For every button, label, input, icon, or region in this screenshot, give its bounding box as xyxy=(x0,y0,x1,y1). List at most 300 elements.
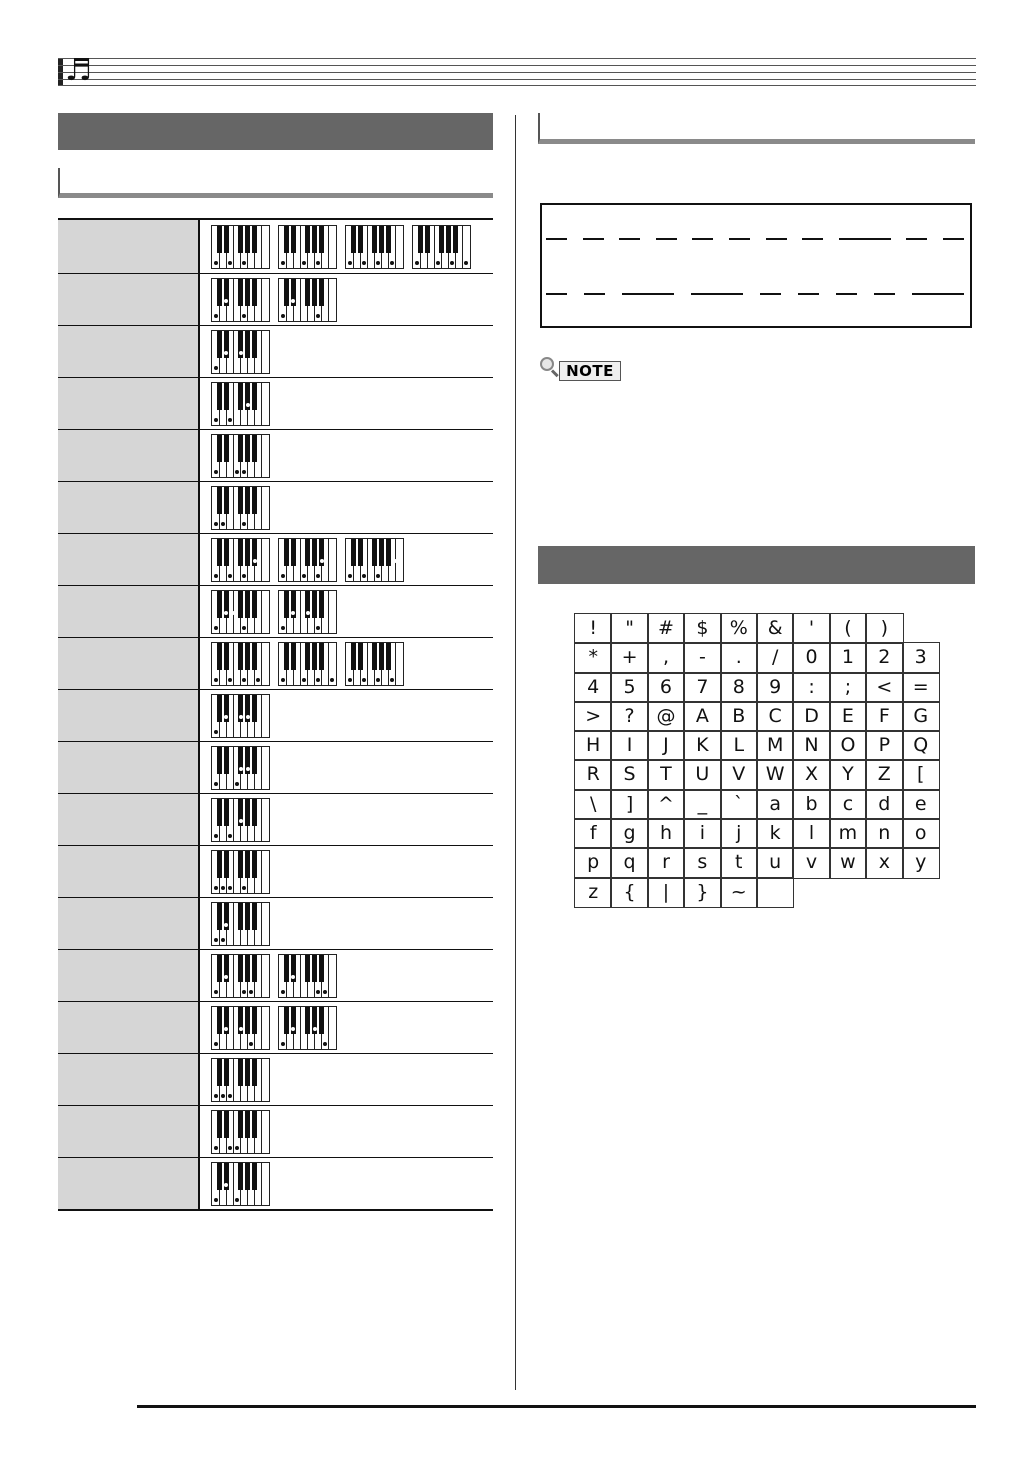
char-table-row xyxy=(575,848,939,877)
key-press-dot xyxy=(214,522,218,526)
black-key xyxy=(284,1007,289,1034)
key-press-dot xyxy=(362,678,366,682)
key-press-dot xyxy=(316,314,320,318)
char-cell: T xyxy=(648,760,684,789)
keyboard-diagram-icon xyxy=(211,538,270,582)
black-key xyxy=(245,539,250,566)
black-key xyxy=(238,226,243,253)
name-char-slot xyxy=(656,238,677,240)
chord-name-cell xyxy=(58,220,200,273)
chord-diagrams xyxy=(200,378,270,429)
black-key xyxy=(453,226,458,253)
name-char-slot xyxy=(874,293,895,295)
black-key xyxy=(217,747,222,774)
chord-diagrams xyxy=(200,1002,337,1053)
char-cell: H xyxy=(575,731,611,760)
char-cell: 9 xyxy=(757,673,793,702)
key-press-dot xyxy=(376,574,380,578)
black-key xyxy=(245,799,250,826)
black-key xyxy=(224,1111,229,1138)
chord-name-cell xyxy=(58,534,200,585)
black-key xyxy=(284,226,289,253)
black-key xyxy=(312,279,317,306)
white-key-divider xyxy=(261,487,262,529)
key-press-dot xyxy=(390,678,394,682)
char-cell: 2 xyxy=(866,643,902,672)
black-key xyxy=(305,226,310,253)
black-key xyxy=(252,643,257,670)
chord-diagrams xyxy=(200,534,404,585)
black-key xyxy=(217,1163,222,1190)
keyboard-diagram-icon xyxy=(345,642,404,686)
left-section-bar xyxy=(58,113,493,150)
char-cell: ( xyxy=(830,614,866,643)
black-key xyxy=(305,955,310,982)
chord-row xyxy=(58,949,493,1001)
black-key xyxy=(252,1007,257,1034)
chord-diagrams xyxy=(200,586,337,637)
white-key-divider xyxy=(233,226,234,268)
black-key xyxy=(291,643,296,670)
black-key xyxy=(245,643,250,670)
black-key xyxy=(284,955,289,982)
chord-name-cell xyxy=(58,586,200,637)
chord-diagrams xyxy=(200,1106,270,1157)
char-cell: w xyxy=(830,848,866,877)
chord-name-cell xyxy=(58,1106,200,1157)
black-key xyxy=(217,591,222,618)
char-cell: a xyxy=(757,790,793,819)
char-cell: \ xyxy=(575,790,611,819)
black-key xyxy=(305,539,310,566)
keyboard-diagram-icon xyxy=(278,642,337,686)
black-key xyxy=(379,226,384,253)
black-key xyxy=(358,539,363,566)
char-cell: 3 xyxy=(903,643,939,672)
white-key-divider xyxy=(300,591,301,633)
char-cell: * xyxy=(575,643,611,672)
chord-row xyxy=(58,741,493,793)
key-press-dot xyxy=(228,886,232,890)
white-key-divider xyxy=(300,643,301,685)
white-key-divider xyxy=(261,383,262,425)
black-key xyxy=(238,851,243,878)
char-cell: 5 xyxy=(611,673,647,702)
black-key xyxy=(319,279,324,306)
key-press-dot xyxy=(214,626,218,630)
key-press-dot xyxy=(242,522,246,526)
black-key xyxy=(224,799,229,826)
white-key-divider xyxy=(261,1059,262,1101)
key-press-dot xyxy=(246,403,250,407)
black-key xyxy=(224,747,229,774)
keyboard-diagram-icon xyxy=(211,850,270,894)
black-key xyxy=(252,903,257,930)
char-cell: Y xyxy=(830,760,866,789)
key-press-dot xyxy=(228,574,232,578)
black-key xyxy=(284,279,289,306)
keyboard-diagram-icon xyxy=(278,590,337,634)
chord-row xyxy=(58,533,493,585)
key-press-dot xyxy=(214,470,218,474)
name-char-slot xyxy=(798,293,819,295)
key-press-dot xyxy=(348,261,352,265)
chord-row xyxy=(58,273,493,325)
char-cell: G xyxy=(903,702,939,731)
white-key-divider xyxy=(233,1163,234,1205)
key-press-dot xyxy=(348,574,352,578)
char-cell: i xyxy=(684,819,720,848)
key-press-dot xyxy=(291,975,295,979)
char-cell: X xyxy=(793,760,829,789)
black-key xyxy=(358,643,363,670)
key-press-dot xyxy=(224,611,228,615)
char-cell: S xyxy=(611,760,647,789)
white-key-divider xyxy=(328,643,329,685)
black-key xyxy=(425,226,430,253)
key-press-dot xyxy=(214,1094,218,1098)
black-key xyxy=(351,226,356,253)
magnifier-handle xyxy=(551,369,559,377)
char-cell: K xyxy=(684,731,720,760)
char-cell: u xyxy=(757,848,793,877)
black-key xyxy=(217,226,222,253)
white-key-divider xyxy=(300,955,301,997)
char-cell: b xyxy=(793,790,829,819)
black-key xyxy=(217,799,222,826)
left-subsection-header xyxy=(58,168,493,198)
char-cell: ; xyxy=(830,673,866,702)
char-cell: c xyxy=(830,790,866,819)
staff-line xyxy=(58,79,976,80)
black-key xyxy=(305,279,310,306)
name-char-slot xyxy=(760,293,781,295)
key-press-dot xyxy=(323,1042,327,1046)
name-char-slot xyxy=(622,293,674,295)
char-table-row xyxy=(575,673,939,702)
key-press-dot xyxy=(242,314,246,318)
black-key xyxy=(245,435,250,462)
black-key xyxy=(319,955,324,982)
white-key-divider xyxy=(233,903,234,945)
char-cell: A xyxy=(684,702,720,731)
black-key xyxy=(238,383,243,410)
white-key-divider xyxy=(261,747,262,789)
char-cell: F xyxy=(866,702,902,731)
char-cell: ! xyxy=(575,614,611,643)
black-key xyxy=(372,539,377,566)
char-cell: l xyxy=(793,819,829,848)
black-key xyxy=(217,1111,222,1138)
key-press-dot xyxy=(228,678,232,682)
black-key xyxy=(351,539,356,566)
char-cell: z xyxy=(575,878,611,907)
key-press-dot xyxy=(291,299,295,303)
chord-diagrams xyxy=(200,430,270,481)
char-cell: j xyxy=(721,819,757,848)
char-cell: ~ xyxy=(721,878,757,907)
char-cell: ` xyxy=(721,790,757,819)
char-cell: 7 xyxy=(684,673,720,702)
name-char-slot xyxy=(766,238,787,240)
keyboard-diagram-icon xyxy=(278,225,337,269)
key-press-dot xyxy=(214,314,218,318)
black-key xyxy=(252,1059,257,1086)
char-cell: s xyxy=(684,848,720,877)
staff-line xyxy=(58,72,976,73)
chord-row xyxy=(58,1105,493,1157)
white-key-divider xyxy=(261,903,262,945)
chord-diagrams xyxy=(200,794,270,845)
black-key xyxy=(224,1059,229,1086)
key-press-dot xyxy=(214,782,218,786)
black-key xyxy=(312,591,317,618)
char-cell: d xyxy=(866,790,902,819)
chord-row xyxy=(58,1001,493,1053)
char-cell: # xyxy=(648,614,684,643)
black-key xyxy=(291,539,296,566)
white-key-divider xyxy=(328,539,329,581)
key-press-dot xyxy=(214,366,218,370)
name-char-slot xyxy=(619,238,640,240)
key-press-dot xyxy=(281,574,285,578)
black-key xyxy=(245,955,250,982)
black-key xyxy=(284,591,289,618)
name-char-slot xyxy=(836,293,857,295)
chord-name-cell xyxy=(58,274,200,325)
char-cell: . xyxy=(721,643,757,672)
white-key-divider xyxy=(328,955,329,997)
keyboard-diagram-icon xyxy=(211,1058,270,1102)
key-press-dot xyxy=(221,1094,225,1098)
char-cell: { xyxy=(611,878,647,907)
black-key xyxy=(252,331,257,358)
char-cell: p xyxy=(575,848,611,877)
key-press-dot xyxy=(214,938,218,942)
char-section-bar xyxy=(538,546,975,584)
black-key xyxy=(217,955,222,982)
char-cell: = xyxy=(903,673,939,702)
chord-row xyxy=(58,637,493,689)
black-key xyxy=(224,226,229,253)
black-key xyxy=(284,643,289,670)
black-key xyxy=(252,747,257,774)
black-key xyxy=(245,1059,250,1086)
key-press-dot xyxy=(242,886,246,890)
key-press-dot xyxy=(224,1183,228,1187)
black-key xyxy=(319,226,324,253)
key-press-dot xyxy=(376,678,380,682)
char-cell: ) xyxy=(866,614,902,643)
white-key-divider xyxy=(233,747,234,789)
char-cell: n xyxy=(866,819,902,848)
black-key xyxy=(372,643,377,670)
char-table-row xyxy=(575,731,939,760)
black-key xyxy=(217,539,222,566)
key-press-dot xyxy=(348,678,352,682)
char-cell: ^ xyxy=(648,790,684,819)
black-key xyxy=(312,226,317,253)
char-cell: O xyxy=(830,731,866,760)
black-key xyxy=(252,226,257,253)
chord-name-cell xyxy=(58,794,200,845)
black-key xyxy=(238,955,243,982)
white-key-divider xyxy=(233,799,234,841)
name-char-slot xyxy=(802,238,823,240)
name-char-slot xyxy=(692,238,713,240)
key-press-dot xyxy=(256,678,260,682)
white-key-divider xyxy=(462,226,463,268)
black-key xyxy=(217,851,222,878)
black-key xyxy=(252,435,257,462)
column-divider xyxy=(515,115,516,1390)
keyboard-diagram-icon xyxy=(211,746,270,790)
black-key xyxy=(312,643,317,670)
black-key xyxy=(245,851,250,878)
char-cell: - xyxy=(684,643,720,672)
white-key-divider xyxy=(261,1163,262,1205)
white-key-divider xyxy=(328,591,329,633)
white-key-divider xyxy=(233,955,234,997)
char-cell: Q xyxy=(903,731,939,760)
black-key xyxy=(319,591,324,618)
black-key xyxy=(305,1007,310,1034)
black-key xyxy=(217,695,222,722)
black-key xyxy=(372,226,377,253)
key-press-dot xyxy=(239,819,243,823)
white-key-divider xyxy=(233,1111,234,1153)
white-key-divider xyxy=(367,226,368,268)
chord-name-cell xyxy=(58,742,200,793)
name-entry-box xyxy=(540,203,972,328)
key-press-dot xyxy=(362,261,366,265)
char-cell: B xyxy=(721,702,757,731)
char-cell: V xyxy=(721,760,757,789)
key-press-dot xyxy=(228,1094,232,1098)
black-key xyxy=(252,279,257,306)
chord-name-cell xyxy=(58,1054,200,1105)
key-press-dot xyxy=(302,574,306,578)
keyboard-diagram-icon xyxy=(345,538,404,582)
black-key xyxy=(217,1007,222,1034)
char-cell: 8 xyxy=(721,673,757,702)
black-key xyxy=(245,279,250,306)
chord-row xyxy=(58,845,493,897)
white-key-divider xyxy=(261,435,262,477)
key-press-dot xyxy=(228,834,232,838)
keyboard-diagram-icon xyxy=(211,1006,270,1050)
chord-diagrams xyxy=(200,690,270,741)
black-key xyxy=(252,1111,257,1138)
key-press-dot xyxy=(464,261,468,265)
keyboard-diagram-icon xyxy=(278,954,337,998)
chord-row xyxy=(58,325,493,377)
black-key xyxy=(305,643,310,670)
white-key-divider xyxy=(300,1007,301,1049)
name-char-slot xyxy=(729,238,750,240)
key-press-dot xyxy=(316,261,320,265)
black-key xyxy=(312,955,317,982)
char-cell xyxy=(793,878,829,907)
key-press-dot xyxy=(214,1198,218,1202)
char-cell: L xyxy=(721,731,757,760)
black-key xyxy=(252,851,257,878)
black-key xyxy=(224,487,229,514)
key-press-dot xyxy=(306,611,310,615)
char-cell: ] xyxy=(611,790,647,819)
char-cell: > xyxy=(575,702,611,731)
chord-name-cell xyxy=(58,898,200,949)
white-key-divider xyxy=(261,851,262,893)
key-press-dot xyxy=(246,715,250,719)
char-cell: R xyxy=(575,760,611,789)
chord-row xyxy=(58,897,493,949)
chord-diagrams xyxy=(200,742,270,793)
key-press-dot xyxy=(281,314,285,318)
white-key-divider xyxy=(328,226,329,268)
name-char-slot xyxy=(546,293,567,295)
key-press-dot xyxy=(224,1027,228,1031)
char-cell: $ xyxy=(684,614,720,643)
white-key-divider xyxy=(233,1007,234,1049)
white-key-divider xyxy=(233,643,234,685)
key-press-dot xyxy=(235,782,239,786)
white-key-divider xyxy=(395,226,396,268)
key-press-dot xyxy=(228,1146,232,1150)
key-press-dot xyxy=(246,767,250,771)
keyboard-diagram-icon xyxy=(345,225,404,269)
black-key xyxy=(446,226,451,253)
char-cell: f xyxy=(575,819,611,848)
char-cell: M xyxy=(757,731,793,760)
name-char-slot xyxy=(691,293,743,295)
key-press-dot xyxy=(224,975,228,979)
character-table xyxy=(575,614,939,907)
white-key-divider xyxy=(328,1007,329,1049)
chord-table xyxy=(58,218,493,1211)
char-cell: & xyxy=(757,614,793,643)
key-press-dot xyxy=(214,886,218,890)
footer-rule xyxy=(137,1405,976,1408)
char-cell: ' xyxy=(793,614,829,643)
chord-diagrams xyxy=(200,326,270,377)
chord-row xyxy=(58,1157,493,1209)
key-press-dot xyxy=(320,559,324,563)
keyboard-diagram-icon xyxy=(211,694,270,738)
name-char-slot xyxy=(583,238,604,240)
key-press-dot xyxy=(224,351,228,355)
black-key xyxy=(238,279,243,306)
key-press-dot xyxy=(235,470,239,474)
keyboard-diagram-icon xyxy=(278,278,337,322)
white-key-divider xyxy=(261,695,262,737)
chord-row xyxy=(58,1053,493,1105)
keyboard-diagram-icon xyxy=(211,590,270,634)
black-key xyxy=(217,331,222,358)
char-cell: , xyxy=(648,643,684,672)
black-key xyxy=(238,1059,243,1086)
char-table-row xyxy=(575,878,939,907)
char-cell: } xyxy=(684,878,720,907)
char-cell xyxy=(903,878,939,907)
chord-diagrams xyxy=(200,220,471,273)
keyboard-diagram-icon xyxy=(211,902,270,946)
char-cell: I xyxy=(611,731,647,760)
white-key-divider xyxy=(300,226,301,268)
chord-row xyxy=(58,377,493,429)
chord-name-cell xyxy=(58,430,200,481)
black-key xyxy=(379,643,384,670)
